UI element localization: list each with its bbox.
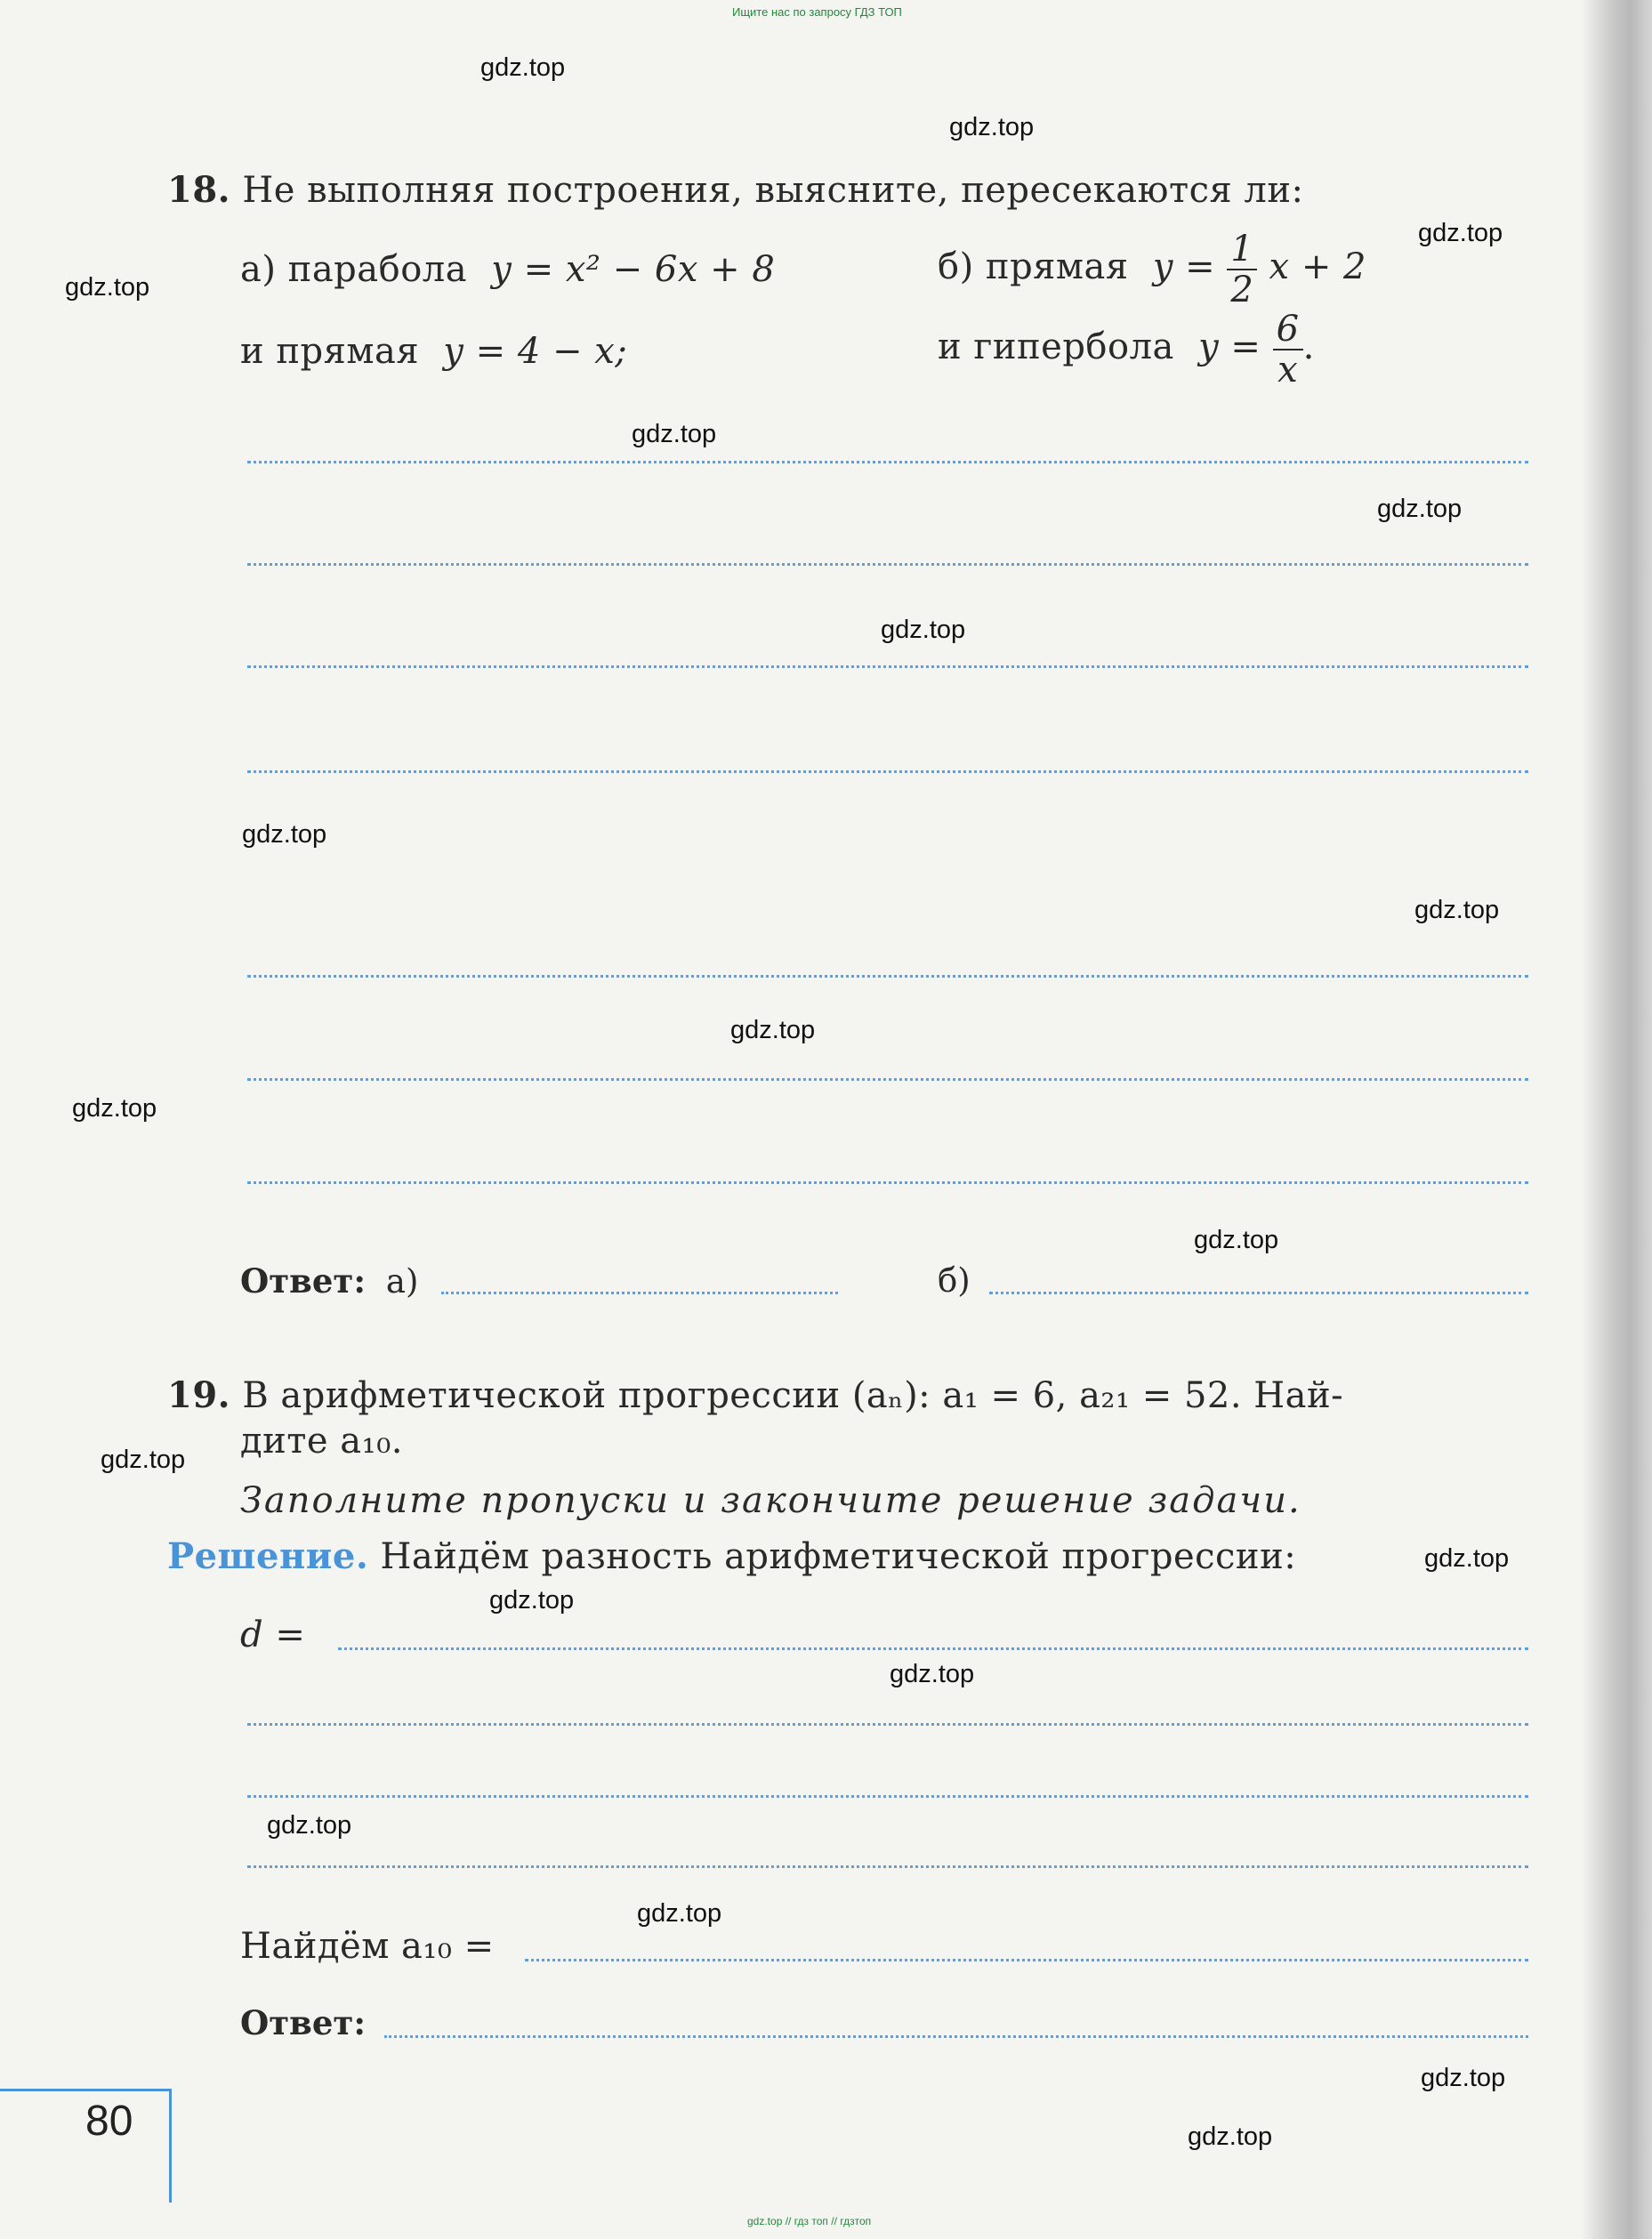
task18-text: Не выполняя построения, выясните, пересекаются ли: [242, 170, 1304, 211]
answer-line[interactable] [247, 461, 1528, 463]
fraction-denominator: x [1277, 350, 1299, 391]
task18-a-formula: y = x² − 6x + 8 [491, 249, 776, 290]
watermark: gdz.top [1421, 2064, 1506, 2092]
answer-line[interactable] [247, 975, 1528, 978]
task19-text-1: В арифметической прогрессии (aₙ): a₁ = 6, a₂₁ = 52. Най- [242, 1375, 1344, 1416]
fraction-denominator: 2 [1230, 270, 1254, 310]
task18-b [938, 231, 1366, 308]
answer-line[interactable] [247, 1181, 1528, 1184]
task19-instruction: Заполните пропуски и закончите решение задачи. [240, 1480, 1301, 1521]
task18-a-line2-formula: y = 4 − x; [443, 331, 628, 372]
answer-label: Ответ: [240, 1261, 366, 1301]
watermark: gdz.top [72, 1094, 157, 1123]
answer-line[interactable] [247, 563, 1528, 566]
task18-a-line2-label: и прямая [240, 331, 420, 372]
watermark: gdz.top [267, 1811, 352, 1840]
task18-b-line2-fraction [1273, 309, 1303, 391]
task18-a-line2 [240, 331, 627, 372]
watermark: gdz.top [1424, 1544, 1510, 1573]
solution-label: Решение. [167, 1535, 369, 1577]
watermark: gdz.top [101, 1446, 186, 1474]
task18-number: 18. [167, 169, 231, 211]
a10-field[interactable] [525, 1959, 1528, 1961]
watermark: gdz.top [65, 273, 150, 302]
watermark: gdz.top [949, 113, 1035, 141]
fraction-numerator: 1 [1227, 231, 1257, 270]
watermark: gdz.top [637, 1899, 722, 1928]
task18-a [240, 249, 775, 290]
answer-line[interactable] [247, 1723, 1528, 1726]
watermark: gdz.top [489, 1586, 575, 1615]
watermark: gdz.top [1414, 896, 1500, 924]
task19-text-2: дите a₁₀. [240, 1421, 403, 1462]
answer-line[interactable] [247, 1795, 1528, 1798]
task18-b-y: y = [1152, 246, 1216, 287]
watermark: gdz.top [890, 1660, 975, 1688]
task18-answer [240, 1261, 418, 1301]
answer-b-label: б) [938, 1261, 971, 1300]
a10-label: Найдём a₁₀ = [240, 1926, 495, 1967]
watermark: gdz.top [480, 53, 566, 82]
d-label: d = [240, 1615, 306, 1655]
solution-text: Найдём разность арифметической прогрессии: [380, 1536, 1297, 1577]
task19-answer-field[interactable] [384, 2035, 1528, 2038]
watermark: gdz.top [1194, 1226, 1279, 1254]
watermark: gdz.top [1377, 495, 1463, 523]
task19-number: 19. [167, 1374, 231, 1416]
answer-a-field[interactable] [441, 1292, 838, 1294]
answer-line[interactable] [247, 1865, 1528, 1868]
task18-b-line2: и гипербола y = $\frac{6}{x}$ . [938, 309, 1315, 391]
task19-solution [167, 1535, 1296, 1577]
watermark: gdz.top [730, 1016, 816, 1044]
watermark: gdz.top [1418, 219, 1503, 247]
task18-b-fraction [1227, 231, 1257, 308]
watermark: gdz.top [632, 420, 717, 448]
task18-heading [167, 169, 1303, 211]
d-field[interactable] [338, 1647, 1528, 1650]
footer-note: gdz.top // гдз топ // гдзтоп [747, 2215, 872, 2227]
watermark: gdz.top [1188, 2122, 1273, 2151]
fraction-numerator: 6 [1273, 311, 1303, 350]
task19-answer-label: Ответ: [240, 2003, 366, 2042]
page-number: 80 [85, 2098, 133, 2145]
watermark: gdz.top [881, 616, 966, 644]
watermark: gdz.top [242, 820, 327, 849]
answer-b-field[interactable] [989, 1292, 1528, 1294]
task19-heading [167, 1374, 1343, 1416]
answer-line[interactable] [247, 770, 1528, 773]
answer-a-label: а) [385, 1262, 419, 1301]
task18-b-rest: x + 2 [1269, 246, 1366, 287]
task18-b-line2-y: y = [1198, 326, 1261, 367]
page-binding-shadow [1581, 0, 1652, 2239]
answer-line[interactable] [247, 665, 1528, 668]
task18-b-line2-label: и гипербола [938, 326, 1174, 367]
task18-a-label: а) парабола [240, 249, 468, 290]
task18-b-label: б) прямая [938, 246, 1129, 287]
header-note: Ищите нас по запросу ГДЗ ТОП [732, 5, 902, 19]
answer-line[interactable] [247, 1078, 1528, 1081]
